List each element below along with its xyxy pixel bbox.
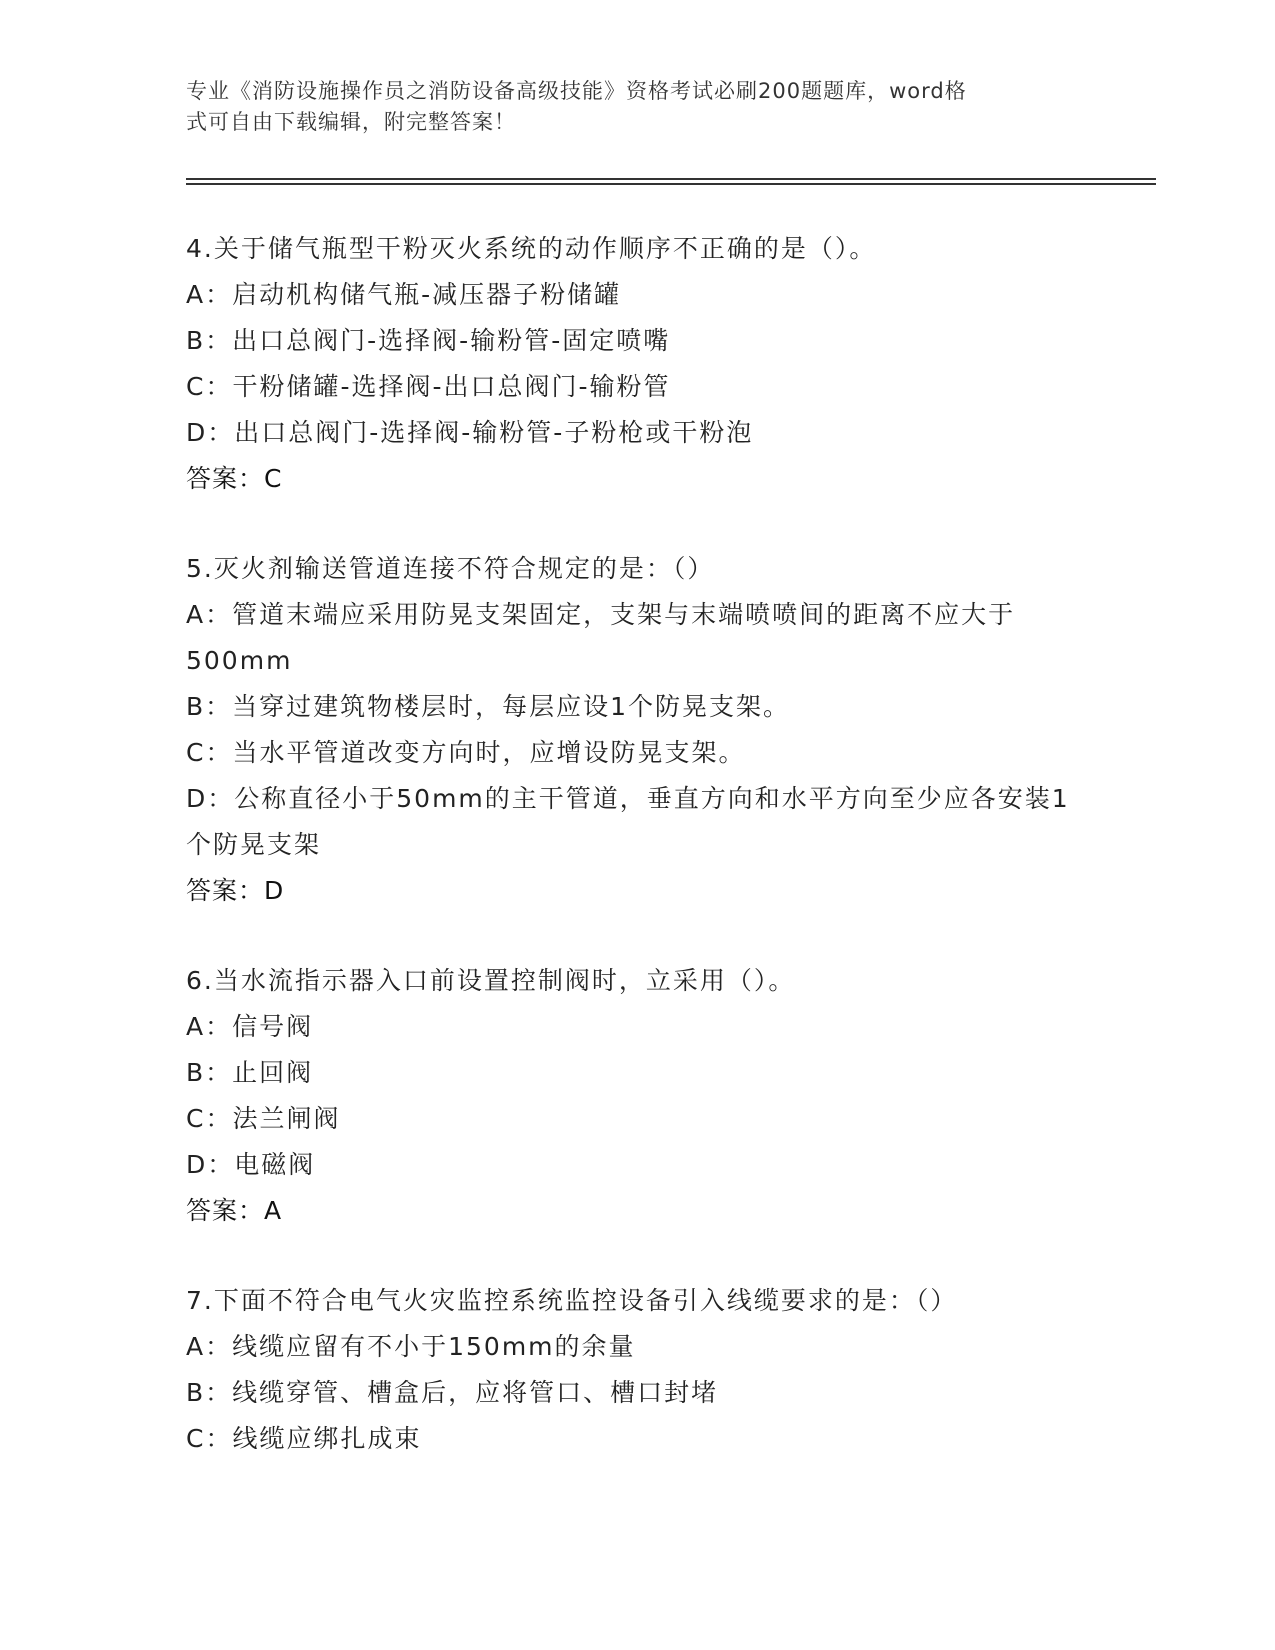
option-c: C：线缆应绑扎成束	[186, 1424, 422, 1453]
option-c: C：法兰闸阀	[186, 1104, 341, 1133]
option-a: A：启动机构储气瓶-减压器子粉储罐	[186, 280, 622, 309]
option-a: A：管道末端应采用防晃支架固定，支架与末端喷喷间的距离不应大于500mm	[186, 600, 1016, 675]
question-stem: 5.灭火剂输送管道连接不符合规定的是：（）	[186, 554, 715, 583]
question-stem: 6.当水流指示器入口前设置控制阀时，立采用（）。	[186, 966, 796, 995]
question-6	[186, 958, 1086, 1234]
question-7	[186, 1278, 1086, 1462]
option-a: A：线缆应留有不小于150mm的余量	[186, 1332, 636, 1361]
option-d: D：公称直径小于50mm的主干管道，垂直方向和水平方向至少应各安装1个防晃支架	[186, 784, 1070, 859]
header-divider-top	[186, 178, 1156, 180]
option-c: C：当水平管道改变方向时，应增设防晃支架。	[186, 738, 746, 767]
answer: 答案：C	[186, 464, 283, 493]
question-4	[186, 226, 1086, 502]
option-b: B：线缆穿管、槽盒后，应将管口、槽口封堵	[186, 1378, 719, 1407]
option-b: B：止回阀	[186, 1058, 314, 1087]
option-d: D：电磁阀	[186, 1150, 316, 1179]
question-stem: 7.下面不符合电气火灾监控系统监控设备引入线缆要求的是：（）	[186, 1286, 958, 1315]
question-5	[186, 546, 1086, 914]
option-b: B：当穿过建筑物楼层时，每层应设1个防晃支架。	[186, 692, 791, 721]
answer: 答案：D	[186, 876, 285, 905]
option-b: B：出口总阀门-选择阀-输粉管-固定喷嘴	[186, 326, 671, 355]
option-a: A：信号阀	[186, 1012, 314, 1041]
header-line-2: 式可自由下载编辑，附完整答案！	[186, 110, 516, 134]
header-divider-bottom	[186, 183, 1156, 185]
option-d: D：出口总阀门-选择阀-输粉管-子粉枪或干粉泡	[186, 418, 754, 447]
question-stem: 4.关于储气瓶型干粉灭火系统的动作顺序不正确的是（）。	[186, 234, 877, 263]
question-list	[186, 226, 1086, 1506]
option-c: C：干粉储罐-选择阀-出口总阀门-输粉管	[186, 372, 671, 401]
document-header	[186, 76, 1066, 138]
answer: 答案：A	[186, 1196, 283, 1225]
header-line-1: 专业《消防设施操作员之消防设备高级技能》资格考试必刷200题题库，word格	[186, 79, 967, 103]
